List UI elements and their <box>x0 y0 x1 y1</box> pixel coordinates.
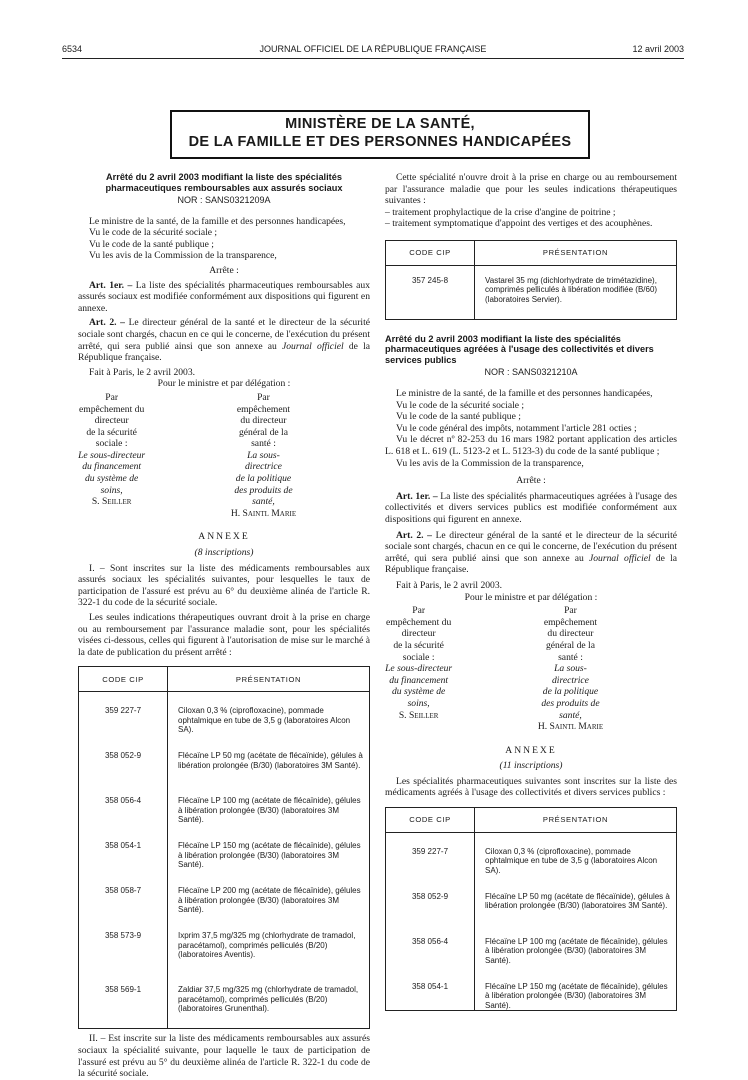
article-2-label: Art. 2. – <box>89 317 125 329</box>
table-row <box>79 737 370 782</box>
vu-item: Vu les avis de la Commission de la transparence, <box>396 457 584 469</box>
article-2-text: Le directeur général de la santé et le directeur de la sécurité sociale sont chargés, chacun en ce qui le concerne, de l'exécution du présent arrêté, qui sera publié ainsi que son annexe au <box>385 529 677 564</box>
sig-line: La sous-directrice <box>245 449 282 473</box>
sig-line: du système de soins, <box>391 686 446 709</box>
nor-reference: NOR : SANS0321209A <box>177 195 271 205</box>
signature-left <box>385 605 525 733</box>
journal-officiel-ref: Journal officiel <box>282 340 344 352</box>
vu-item: Vu le code de la santé publique ; <box>396 411 521 423</box>
cip-code: 358 052-9 <box>79 737 168 782</box>
table-header-row <box>386 808 677 833</box>
vu-item: Vu le code général des impôts, notamment l'article 281 octies ; <box>396 422 637 434</box>
signature-left <box>78 392 218 520</box>
annexe-paragraph: I. – Sont inscrites sur la liste des médicaments remboursables aux assurés sociaux les spécialités suivantes, pour lesquelles le taux de participation de l'assuré est prévu au 6° du deuxième alinéa de l'article R. 322-1 du code de la sécurité sociale. <box>78 562 370 609</box>
sig-line: de la politique <box>235 473 292 485</box>
table-row <box>386 923 677 968</box>
signatures <box>78 392 370 520</box>
presentation: Ciloxan 0,3 % (ciprofloxacine), pommade ophtalmique en tube de 3,5 g (laboratoires Alcon SA). <box>475 833 677 879</box>
ministry-line-2: DE LA FAMILLE ET DES PERSONNES HANDICAPÉES <box>188 134 572 150</box>
pour-le-ministre: Pour le ministre et par délégation : <box>464 591 598 603</box>
table-row <box>386 878 677 923</box>
presentation: Ciloxan 0,3 % (ciprofloxacine), pommade ophtalmique en tube de 3,5 g (laboratoires Alcon SA). <box>168 692 370 738</box>
page-header <box>62 44 684 59</box>
column-header: PRÉSENTATION <box>475 240 677 265</box>
left-column <box>78 172 370 1080</box>
cip-code: 358 054-1 <box>79 827 168 872</box>
continuation-paragraph: Cette spécialité n'ouvre droit à la prise en charge ou au remboursement par l'assurance maladie que pour les seules indications thérapeutiques suivantes : <box>385 172 677 207</box>
fait-a-paris: Fait à Paris, le 2 avril 2003. <box>396 579 503 591</box>
column-header: CODE CIP <box>79 667 168 692</box>
cip-code: 358 569-1 <box>79 971 168 1029</box>
cip-code: 359 227-7 <box>386 833 475 879</box>
cip-table <box>78 666 370 1029</box>
signatory-name: S. Seiller <box>91 496 132 508</box>
annexe-heading: ANNEXE <box>505 744 557 756</box>
column-header: PRÉSENTATION <box>168 667 370 692</box>
table-row <box>386 265 677 319</box>
ministry-line-1: MINISTÈRE DE LA SANTÉ, <box>285 116 475 132</box>
sig-line: du système de soins, <box>84 473 139 496</box>
sig-line: du directeur général de la santé : <box>545 628 595 663</box>
signatures <box>385 605 677 733</box>
right-column <box>385 172 677 1011</box>
annexe-paragraph: II. – Est inscrite sur la liste des médicaments remboursables aux assurés sociaux la spécialité suivante, pour laquelle le taux de participation de l'assuré est prévu au 5° du deuxième alinéa de l'article R. 322-1 du code de la sécurité sociale. <box>78 1033 370 1080</box>
cip-code: 358 058-7 <box>79 872 168 917</box>
sig-line: de la politique <box>542 686 599 698</box>
table-header-row <box>386 240 677 265</box>
article-1-label: Art. 1er. – <box>89 279 133 291</box>
article-1 <box>78 280 370 315</box>
decree-title: Arrêté du 2 avril 2003 modifiant la liste des spécialités pharmaceutiques remboursables aux assurés sociaux <box>105 172 343 193</box>
sig-line: Par empêchement <box>543 605 598 628</box>
presentation: Flécaïne LP 200 mg (acétate de flécaïnide), gélules à libération prolongée (B/30) (laboratoires 3M Santé). <box>168 872 370 917</box>
cip-code: 358 052-9 <box>386 878 475 923</box>
vu-item: Vu le code de la sécurité sociale ; <box>89 227 218 239</box>
indication-item: – traitement prophylactique de la crise d'angine de poitrine ; <box>385 206 616 218</box>
article-1-label: Art. 1er. – <box>396 490 438 502</box>
sig-line: de la sécurité sociale : <box>86 426 137 450</box>
vu-item: Vu le code de la sécurité sociale ; <box>396 399 525 411</box>
vu-item: Vu le décret nº 82-253 du 16 mars 1982 portant application des articles L. 618 et L. 619 (L. 5123-2 et L. 5123-3) du code de la santé publique ; <box>385 434 677 458</box>
sig-line: Par empêchement du directeur <box>79 391 145 427</box>
preamble: Le ministre de la santé, de la famille et des personnes handicapées, <box>89 215 346 227</box>
cip-code: 357 245-8 <box>386 265 475 319</box>
publication-date: 12 avril 2003 <box>632 44 684 54</box>
arrete-label: Arrête : <box>209 264 239 276</box>
article-2-text-end: de la République française. <box>78 340 370 364</box>
inscriptions-count: (11 inscriptions) <box>499 760 563 772</box>
table-row <box>79 827 370 872</box>
signatory-name: S. Seiller <box>398 709 439 721</box>
page-number: 6534 <box>62 44 83 54</box>
presentation: Flécaïne LP 50 mg (acétate de flécaïnide), gélules à libération prolongée (B/30) (laboratoires 3M Santé). <box>168 737 370 782</box>
cip-code: 359 227-7 <box>79 692 168 738</box>
presentation: Flécaïne LP 100 mg (acétate de flécaïnide), gélules à libération prolongée (B/30) (laboratoires 3M Santé). <box>168 782 370 827</box>
cip-code: 358 056-4 <box>386 923 475 968</box>
sig-line: du financement <box>82 461 142 473</box>
table-row <box>79 692 370 738</box>
sig-line: Par empêchement du directeur <box>386 605 452 640</box>
article-2 <box>78 317 370 363</box>
column-header: CODE CIP <box>386 808 475 833</box>
preamble: Le ministre de la santé, de la famille et des personnes handicapées, <box>396 388 653 400</box>
signatory-name: H. Saintl Marie <box>537 721 604 733</box>
arrete-label: Arrête : <box>516 475 546 487</box>
table-row <box>79 872 370 917</box>
sig-line: Le sous-directeur <box>385 663 453 675</box>
decree-title: Arrêté du 2 avril 2003 modifiant la liste des spécialités pharmaceutiques agréées à l'usage des collectivités et divers services publics <box>385 333 654 365</box>
presentation: Flécaïne LP 100 mg (acétate de flécaïnide), gélules à libération prolongée (B/30) (laboratoires 3M Santé). <box>475 923 677 968</box>
annexe-heading: ANNEXE <box>198 531 250 543</box>
nor-reference: NOR : SANS0321210A <box>484 367 578 378</box>
table-row <box>386 968 677 1011</box>
cip-table <box>385 807 677 1011</box>
article-1-text: La liste des spécialités pharmaceutiques agréées à l'usage des collectivités et divers services publics est modifiée conformément aux dispositions qui figurent en annexe. <box>385 490 677 525</box>
inscriptions-count: (8 inscriptions) <box>194 547 254 559</box>
article-2-text-end: de la République française. <box>385 552 677 576</box>
sig-line: du financement <box>389 674 449 686</box>
indication-item: – traitement symptomatique d'appoint des vertiges et des acouphènes. <box>385 218 653 230</box>
fait-a-paris: Fait à Paris, le 2 avril 2003. <box>89 366 196 378</box>
presentation: Flécaïne LP 150 mg (acétate de flécaïnide), gélules à libération prolongée (B/30) (laboratoires 3M Santé). <box>475 968 677 1011</box>
presentation: Zaldiar 37,5 mg/325 mg (chlorhydrate de tramadol, paracétamol), comprimés pelliculés (B/20) (laboratoires Grunenthal). <box>168 971 370 1029</box>
presentation: Vastarel 35 mg (dichlorhydrate de trimétazidine), comprimés pelliculés à libération modifiée (B/60) (laboratoires Servier). <box>475 265 677 319</box>
sig-line: des produits de santé, <box>541 697 600 721</box>
cip-code: 358 054-1 <box>386 968 475 1011</box>
sig-line: du directeur général de la santé : <box>238 415 288 450</box>
sig-line: Par empêchement <box>236 391 291 415</box>
table-row <box>79 782 370 827</box>
table-header-row <box>79 667 370 692</box>
journal-officiel-ref: Journal officiel <box>589 552 651 564</box>
signature-right <box>230 392 370 520</box>
table-row <box>386 833 677 879</box>
table-row <box>79 971 370 1029</box>
article-2 <box>385 530 677 576</box>
sig-line: La sous-directrice <box>552 663 589 686</box>
article-2-text: Le directeur général de la santé et le directeur de la sécurité sociale sont chargés, chacun en ce qui le concerne, de l'exécution du présent arrêté, qui sera publié ainsi que son annexe au <box>78 317 370 352</box>
vu-item: Vu les avis de la Commission de la transparence, <box>89 250 277 262</box>
cip-code: 358 056-4 <box>79 782 168 827</box>
sig-line: des produits de santé, <box>234 484 293 508</box>
signature-right <box>537 605 677 733</box>
article-1-text: La liste des spécialités pharmaceutiques remboursables aux assurés sociaux est modifiée conformément aux dispositions qui figurent en annexe. <box>78 279 370 314</box>
journal-title: JOURNAL OFFICIEL DE LA RÉPUBLIQUE FRANÇAISE <box>259 44 487 54</box>
column-header: CODE CIP <box>386 240 475 265</box>
vu-item: Vu le code de la santé publique ; <box>89 238 214 250</box>
ministry-box <box>170 110 590 159</box>
cip-table <box>385 240 677 320</box>
cip-code: 358 573-9 <box>79 917 168 971</box>
sig-line: Le sous-directeur <box>78 449 146 461</box>
presentation: Flécaïne LP 50 mg (acétate de flécaïnide), gélules à libération prolongée (B/30) (laboratoires 3M Santé). <box>475 878 677 923</box>
article-2-label: Art. 2. – <box>396 529 432 541</box>
presentation: Flécaïne LP 150 mg (acétate de flécaïnide), gélules à libération prolongée (B/30) (laboratoires 3M Santé). <box>168 827 370 872</box>
presentation: Ixprim 37,5 mg/325 mg (chlorhydrate de tramadol, paracétamol), comprimés pelliculés (B/20) (laboratoires Aventis). <box>168 917 370 971</box>
annexe-paragraph: Les seules indications thérapeutiques ouvrant droit à la prise en charge ou au remboursement par l'assurance maladie sont, pour les spécialités visées ci-dessous, celles qui figurent à l'autorisation de mise sur le marché à la date de publication du présent arrêté : <box>78 612 370 658</box>
sig-line: de la sécurité sociale : <box>393 639 444 663</box>
signatory-name: H. Saintl Marie <box>230 507 297 519</box>
table-row <box>79 917 370 971</box>
pour-le-ministre: Pour le ministre et par délégation : <box>157 378 291 390</box>
article-1 <box>385 491 677 526</box>
column-header: PRÉSENTATION <box>475 808 677 833</box>
annexe-paragraph: Les spécialités pharmaceutiques suivantes sont inscrites sur la liste des médicaments agréés à l'usage des collectivités et divers services publics : <box>385 775 677 799</box>
